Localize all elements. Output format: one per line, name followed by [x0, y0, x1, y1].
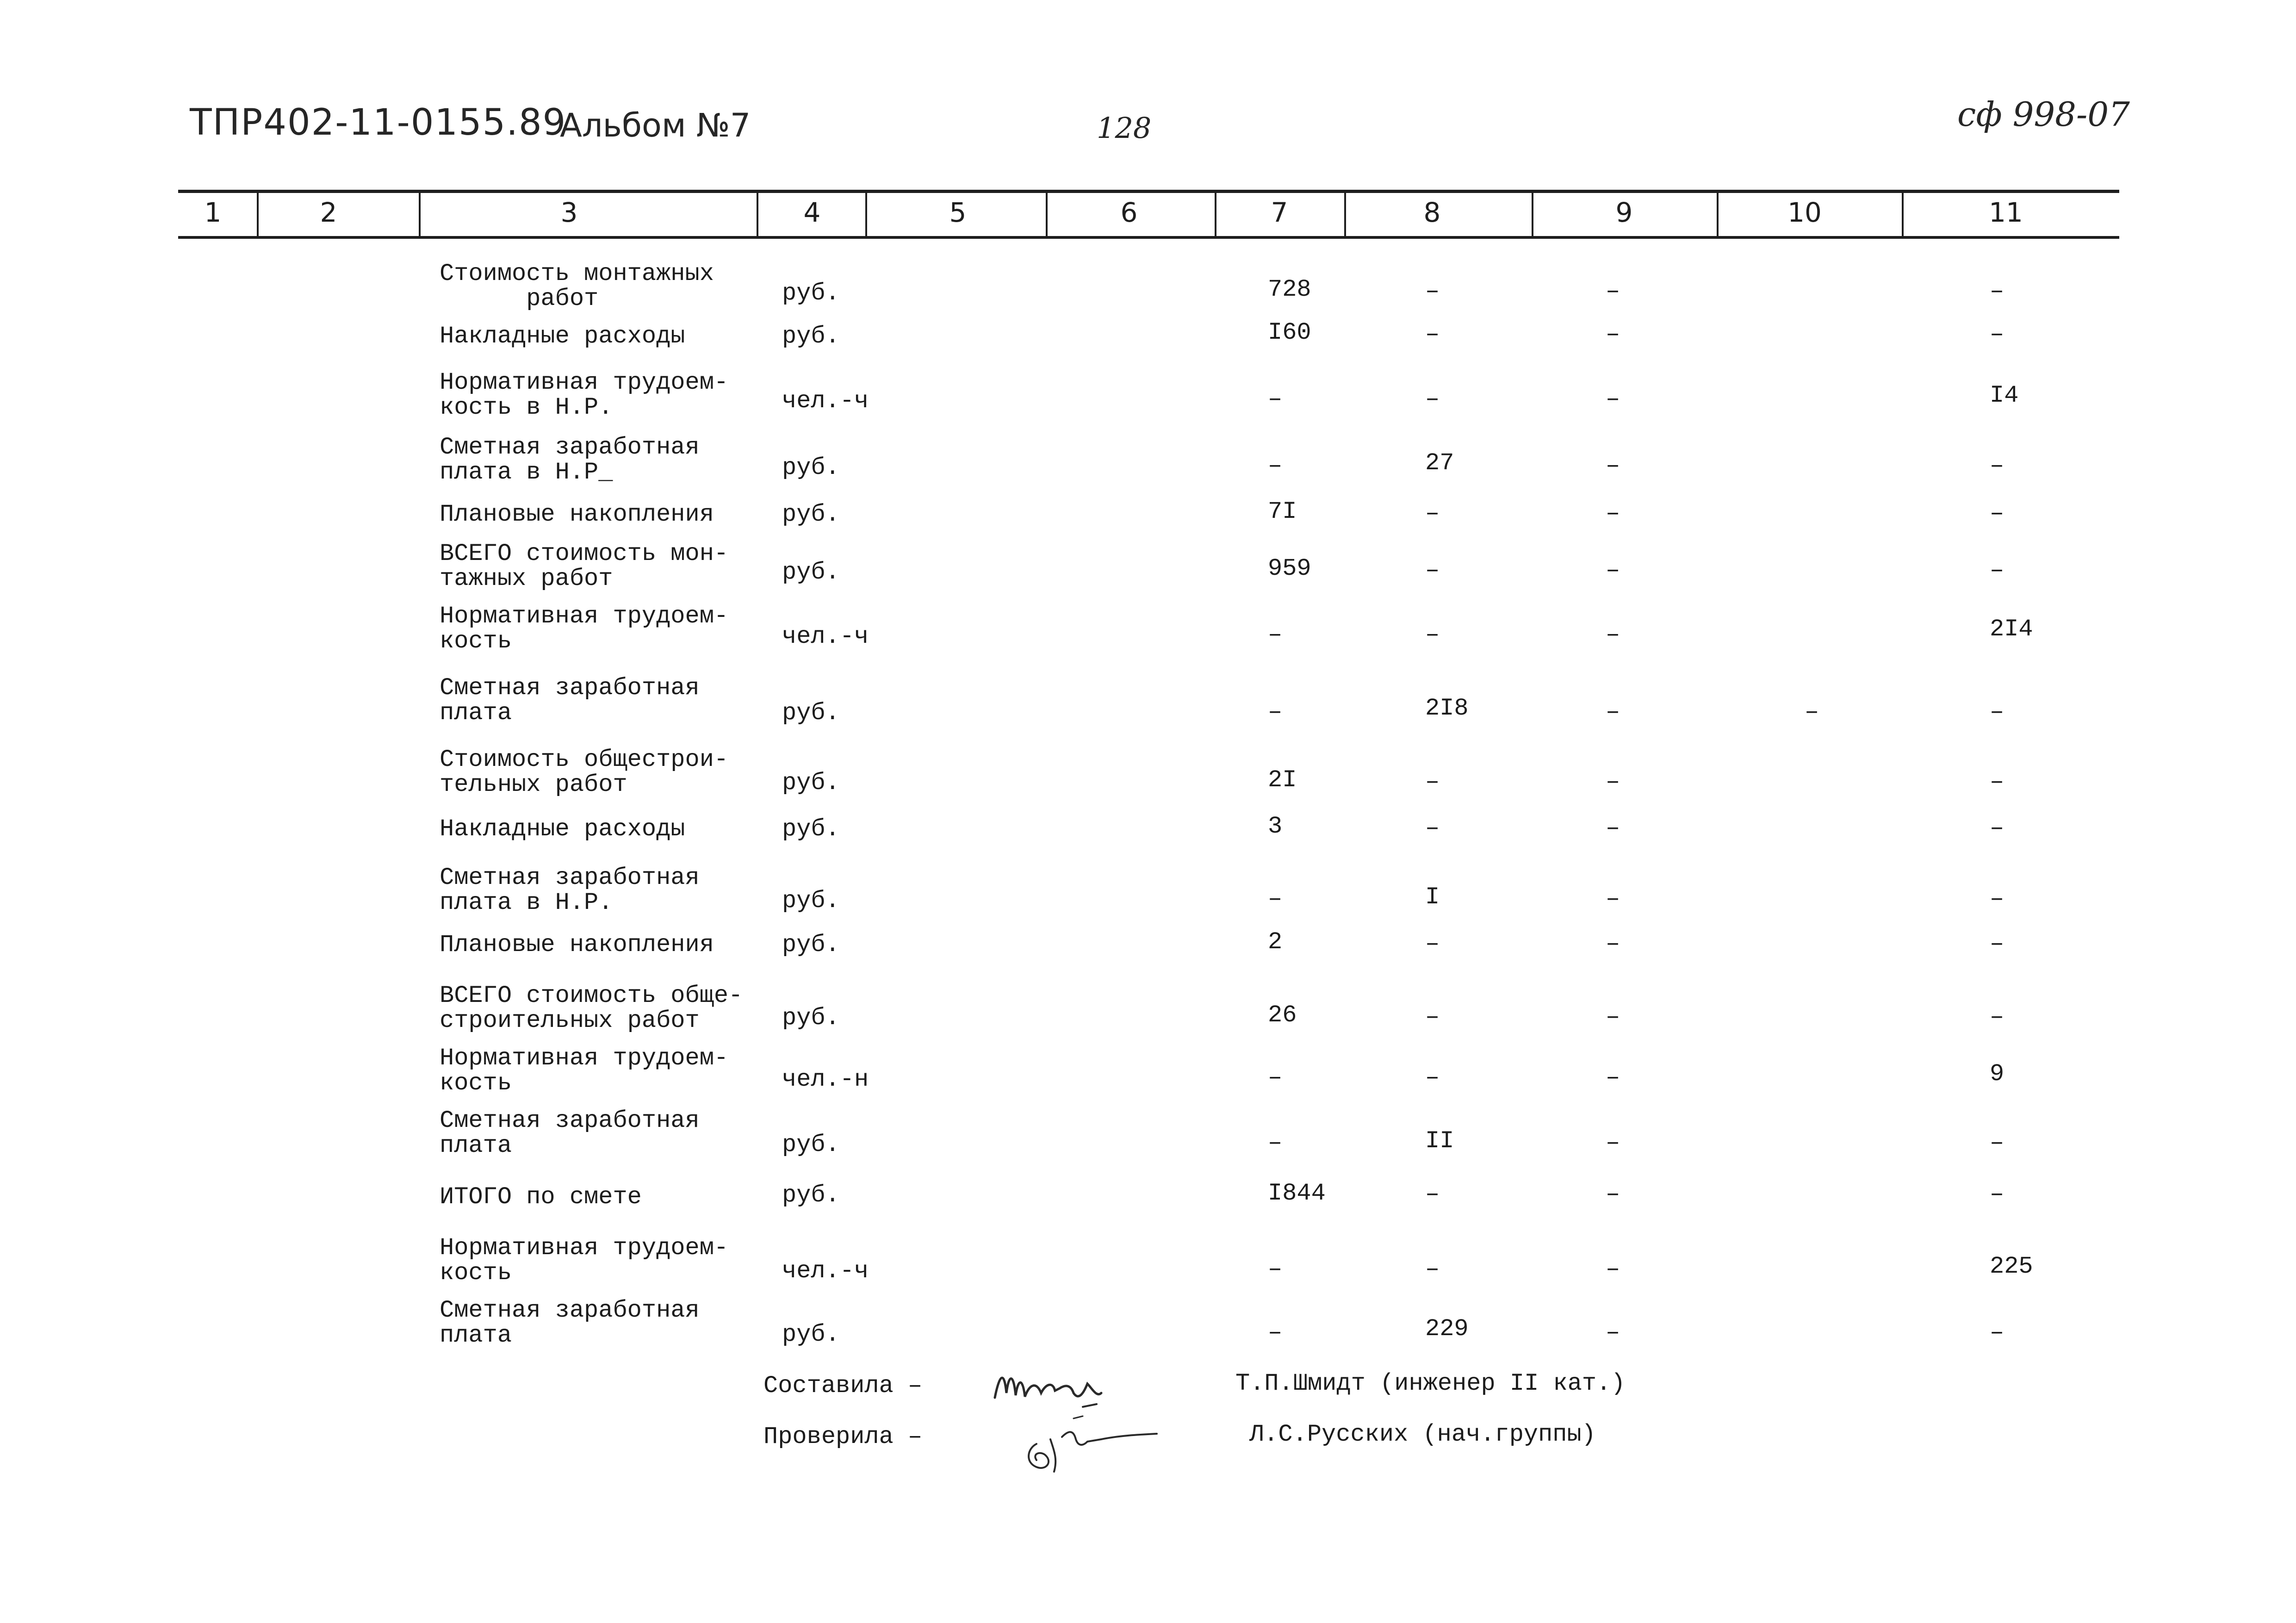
cell-col11: – [1990, 930, 2004, 958]
checked-by-label: Проверила – [763, 1423, 923, 1450]
cell-col7: 3 [1268, 813, 1283, 840]
cell-col8: – [1425, 621, 1440, 648]
cell-col11: – [1990, 1003, 2004, 1031]
row-unit: руб. [782, 931, 840, 958]
header-top-rule [178, 190, 2119, 193]
document-code: ТПР402-11-0155.89 [190, 102, 567, 143]
cell-col11: I4 [1990, 382, 2019, 409]
cell-col8: – [1425, 1256, 1440, 1283]
column-divider [865, 192, 867, 237]
column-number-1: 1 [204, 197, 222, 228]
cell-col11: 9 [1990, 1060, 2004, 1088]
column-divider [757, 192, 758, 237]
cell-col11: – [1990, 278, 2004, 305]
row-description: Нормативная трудоем- кость в Н.Р. [440, 369, 729, 421]
cell-col9: – [1606, 1319, 1620, 1346]
cell-col9: – [1606, 885, 1620, 913]
cell-col9: – [1606, 768, 1620, 796]
cell-col9: – [1606, 1181, 1620, 1208]
row-unit: руб. [782, 323, 840, 350]
cell-col9: – [1606, 452, 1620, 479]
row-unit: руб. [782, 501, 840, 528]
cell-col8: II [1425, 1127, 1454, 1155]
column-divider [419, 192, 421, 237]
cell-col7: 728 [1268, 276, 1311, 303]
row-description: ВСЕГО стоимость мон- тажных работ [440, 540, 729, 592]
cell-col7: 26 [1268, 1001, 1297, 1029]
checker-signature [1018, 1402, 1185, 1481]
row-description: Сметная заработная плата [440, 1107, 700, 1159]
row-unit: руб. [782, 1131, 840, 1158]
row-description: ИТОГО по смете [440, 1183, 642, 1211]
cell-col11: 225 [1990, 1253, 2033, 1280]
row-unit: руб. [782, 769, 840, 796]
row-unit: руб. [782, 1321, 840, 1348]
cell-col11: – [1990, 698, 2004, 726]
cell-col11: – [1990, 321, 2004, 348]
compiled-by-label: Составила – [763, 1372, 923, 1399]
cell-col7: I60 [1268, 319, 1311, 346]
row-unit: чел.-ч [782, 623, 869, 650]
row-description: Стоимость монтажных работ [440, 260, 714, 312]
cell-col11: – [1990, 885, 2004, 913]
column-number-9: 9 [1615, 197, 1633, 228]
cell-col9: – [1606, 386, 1620, 413]
cell-col9: – [1606, 500, 1620, 527]
cell-col9: – [1606, 278, 1620, 305]
column-number-8: 8 [1423, 197, 1441, 228]
cell-col7: – [1268, 1319, 1283, 1346]
row-description: Плановые накопления [440, 931, 714, 958]
row-unit: руб. [782, 699, 840, 727]
cell-col8: 27 [1425, 449, 1454, 477]
row-description: ВСЕГО стоимость обще- строительных работ [440, 982, 743, 1034]
cell-col8: – [1425, 1064, 1440, 1091]
cell-col9: – [1606, 930, 1620, 958]
header-bottom-rule [178, 236, 2119, 239]
cell-col8: – [1425, 930, 1440, 958]
cell-col11: 2I4 [1990, 616, 2033, 643]
row-description: Нормативная трудоем- кость [440, 603, 729, 655]
cell-col11: – [1990, 1319, 2004, 1346]
cell-col8: – [1425, 557, 1440, 584]
row-description: Нормативная трудоем- кость [440, 1234, 729, 1287]
checker-name: Л.С.Русских (нач.группы) [1249, 1421, 1596, 1448]
row-unit: руб. [782, 454, 840, 481]
cell-col8: I [1425, 883, 1440, 911]
cell-col7: – [1268, 386, 1283, 413]
cell-col11: – [1990, 500, 2004, 527]
row-unit: руб. [782, 559, 840, 586]
cell-col8: – [1425, 278, 1440, 305]
row-description: Сметная заработная плата [440, 1297, 700, 1349]
cell-col7: – [1268, 452, 1283, 479]
cell-col9: – [1606, 321, 1620, 348]
cell-col10: – [1805, 698, 1819, 726]
sheet-code: сф 998-07 [1957, 95, 2130, 134]
column-number-10: 10 [1787, 197, 1822, 228]
cell-col8: – [1425, 386, 1440, 413]
cell-col9: – [1606, 815, 1620, 842]
cell-col7: 7I [1268, 498, 1297, 525]
row-unit: руб. [782, 1004, 840, 1032]
row-unit: чел.-н [782, 1066, 869, 1093]
row-unit: чел.-ч [782, 1257, 869, 1285]
column-number-2: 2 [320, 197, 337, 228]
cell-col9: – [1606, 1064, 1620, 1091]
column-divider [1215, 192, 1216, 237]
cell-col9: – [1606, 1003, 1620, 1031]
row-unit: руб. [782, 1181, 840, 1209]
album-number: Альбом №7 [560, 106, 751, 144]
cell-col11: – [1990, 452, 2004, 479]
cell-col7: – [1268, 1064, 1283, 1091]
cell-col9: – [1606, 698, 1620, 726]
cell-col8: – [1425, 321, 1440, 348]
row-unit: чел.-ч [782, 387, 869, 415]
cell-col11: – [1990, 1129, 2004, 1157]
cell-col7: I844 [1268, 1180, 1326, 1207]
row-description: Сметная заработная плата в Н.Р. [440, 864, 700, 916]
cell-col8: 2I8 [1425, 695, 1469, 722]
cell-col11: – [1990, 557, 2004, 584]
cell-col11: – [1990, 1181, 2004, 1208]
cell-col8: – [1425, 1181, 1440, 1208]
row-description: Стоимость общестрои- тельных работ [440, 746, 729, 798]
row-unit: руб. [782, 815, 840, 843]
cell-col7: – [1268, 885, 1283, 913]
column-number-11: 11 [1989, 197, 2023, 228]
cell-col7: – [1268, 1129, 1283, 1157]
cell-col9: – [1606, 1256, 1620, 1283]
cell-col7: – [1268, 621, 1283, 648]
page-number: 128 [1097, 111, 1152, 145]
column-number-3: 3 [560, 197, 578, 228]
row-unit: руб. [782, 887, 840, 914]
cell-col8: 229 [1425, 1315, 1469, 1343]
cell-col11: – [1990, 815, 2004, 842]
cell-col11: – [1990, 768, 2004, 796]
column-number-5: 5 [949, 197, 967, 228]
column-divider [1717, 192, 1719, 237]
cell-col7: – [1268, 1256, 1283, 1283]
column-divider [257, 192, 259, 237]
cell-col8: – [1425, 1003, 1440, 1031]
column-divider [1902, 192, 1904, 237]
row-unit: руб. [782, 280, 840, 307]
cell-col8: – [1425, 500, 1440, 527]
row-description: Нормативная трудоем- кость [440, 1045, 729, 1097]
compiler-name: Т.П.Шмидт (инженер II кат.) [1235, 1370, 1626, 1397]
row-description: Сметная заработная плата в Н.Р_ [440, 434, 700, 486]
cell-col9: – [1606, 1129, 1620, 1157]
cell-col9: – [1606, 621, 1620, 648]
row-description: Накладные расходы [440, 815, 685, 843]
column-number-6: 6 [1120, 197, 1138, 228]
cell-col7: 2I [1268, 766, 1297, 794]
column-divider [1344, 192, 1346, 237]
cell-col7: – [1268, 698, 1283, 726]
column-divider [1532, 192, 1533, 237]
column-number-7: 7 [1271, 197, 1288, 228]
row-description: Накладные расходы [440, 323, 685, 350]
cell-col7: 959 [1268, 555, 1311, 582]
cell-col9: – [1606, 557, 1620, 584]
cell-col8: – [1425, 815, 1440, 842]
row-description: Сметная заработная плата [440, 674, 700, 727]
cell-col7: 2 [1268, 928, 1283, 956]
row-description: Плановые накопления [440, 501, 714, 528]
column-number-4: 4 [803, 197, 821, 228]
column-divider [1046, 192, 1048, 237]
cell-col8: – [1425, 768, 1440, 796]
